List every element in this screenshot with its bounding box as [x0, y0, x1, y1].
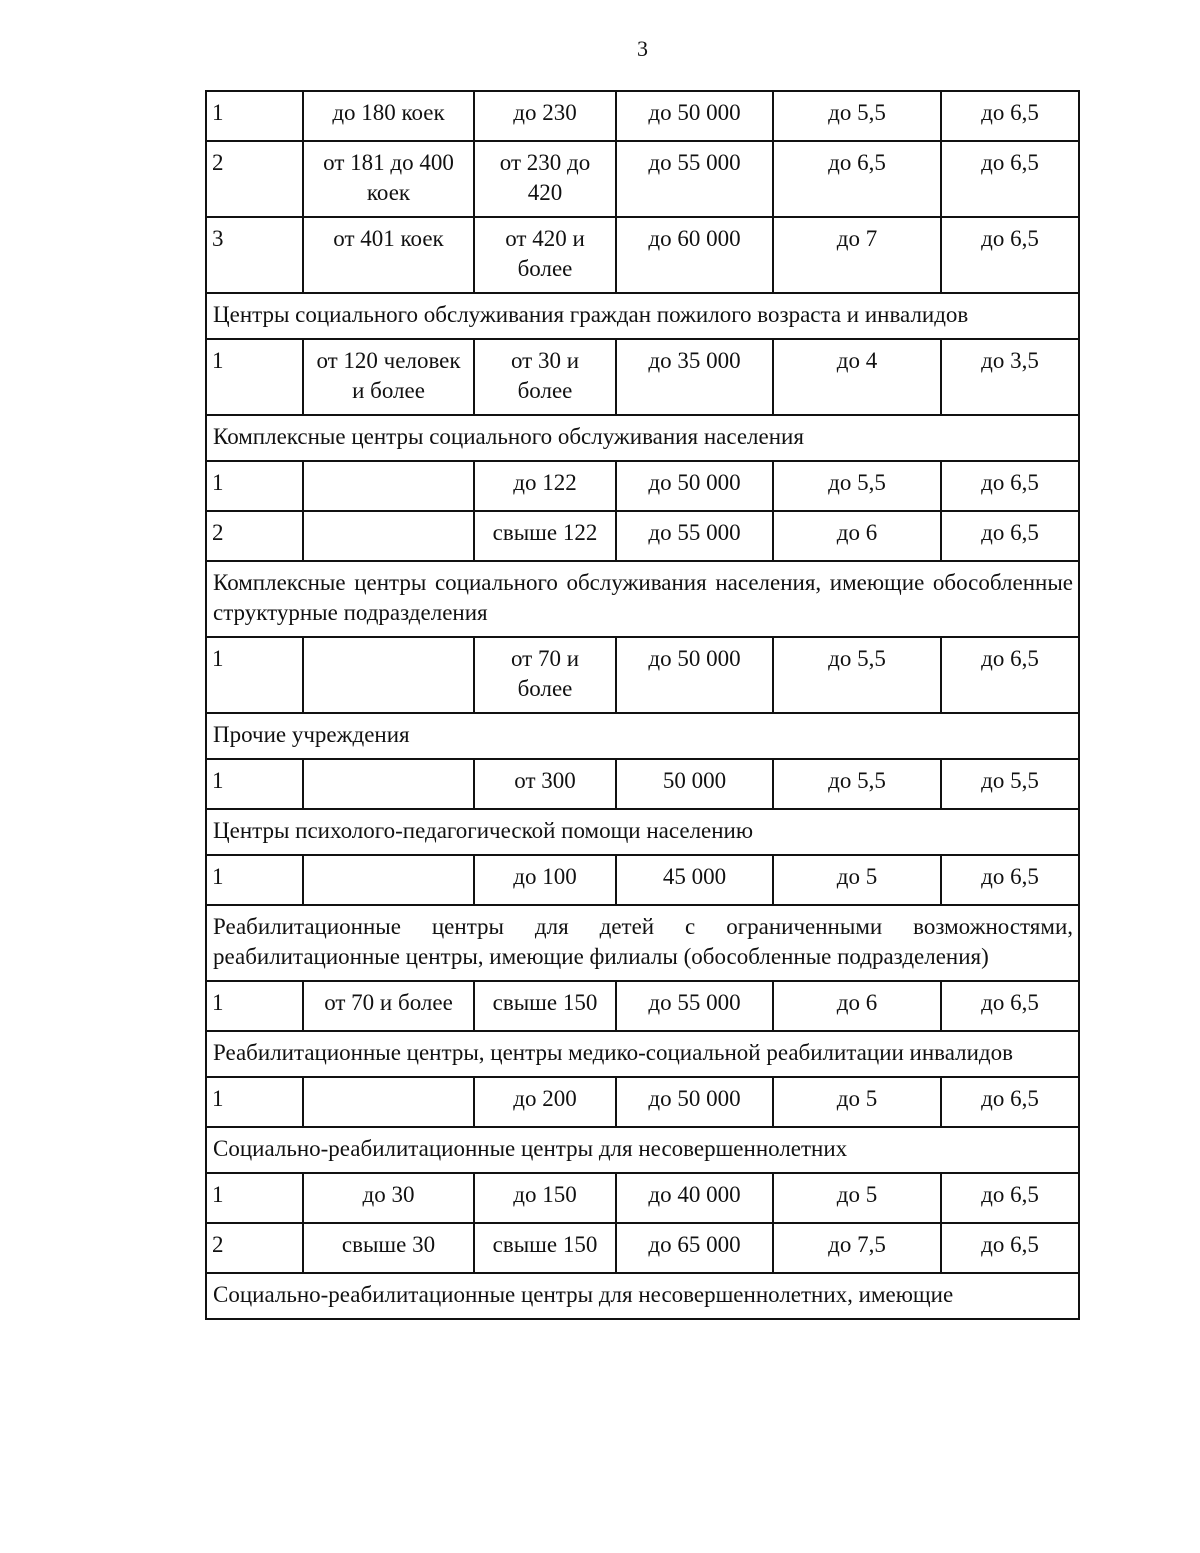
ratio-b-cell: до 6,5 — [941, 91, 1079, 141]
staff-count-cell: от 230 до 420 — [474, 141, 616, 217]
capacity-cell: от 401 коек — [303, 217, 474, 293]
section-title: Социально-реабилитационные центры для несовершеннолетних — [206, 1127, 1079, 1173]
table-body — [206, 91, 1079, 1319]
ratio-a-cell: до 5 — [773, 1077, 941, 1127]
staff-count-cell: до 200 — [474, 1077, 616, 1127]
row-number-cell: 3 — [206, 217, 303, 293]
table-row — [206, 1077, 1079, 1127]
ratio-a-cell: до 5,5 — [773, 461, 941, 511]
row-number-cell: 2 — [206, 1223, 303, 1273]
section-header-row — [206, 905, 1079, 981]
staff-count-cell: свыше 150 — [474, 1223, 616, 1273]
ratio-a-cell: до 7 — [773, 217, 941, 293]
table-row — [206, 1173, 1079, 1223]
row-number-cell: 2 — [206, 511, 303, 561]
salary-cell: до 35 000 — [616, 339, 773, 415]
row-number-cell: 1 — [206, 1077, 303, 1127]
row-number-cell: 1 — [206, 981, 303, 1031]
staff-count-cell: до 230 — [474, 91, 616, 141]
row-number-cell: 1 — [206, 461, 303, 511]
salary-cell: до 55 000 — [616, 511, 773, 561]
ratio-a-cell: до 6 — [773, 981, 941, 1031]
ratio-b-cell: до 6,5 — [941, 511, 1079, 561]
section-title: Прочие учреждения — [206, 713, 1079, 759]
section-header-row — [206, 1031, 1079, 1077]
capacity-cell: от 181 до 400 коек — [303, 141, 474, 217]
ratio-a-cell: до 5 — [773, 855, 941, 905]
capacity-cell: от 70 и более — [303, 981, 474, 1031]
ratio-a-cell: до 5 — [773, 1173, 941, 1223]
salary-cell: до 55 000 — [616, 141, 773, 217]
ratio-b-cell: до 6,5 — [941, 855, 1079, 905]
capacity-cell: от 120 человек и более — [303, 339, 474, 415]
table-row — [206, 759, 1079, 809]
ratio-b-cell: до 5,5 — [941, 759, 1079, 809]
table-row — [206, 217, 1079, 293]
ratio-b-cell: до 3,5 — [941, 339, 1079, 415]
section-header-row — [206, 1127, 1079, 1173]
section-title: Центры социального обслуживания граждан пожилого возраста и инвалидов — [206, 293, 1079, 339]
section-title: Комплексные центры социального обслуживания населения — [206, 415, 1079, 461]
section-header-row — [206, 1273, 1079, 1319]
capacity-cell: до 180 коек — [303, 91, 474, 141]
row-number-cell: 1 — [206, 759, 303, 809]
page-number: 3 — [637, 36, 648, 61]
table-row — [206, 511, 1079, 561]
ratio-b-cell: до 6,5 — [941, 217, 1079, 293]
ratio-b-cell: до 6,5 — [941, 1173, 1079, 1223]
capacity-cell — [303, 511, 474, 561]
row-number-cell: 1 — [206, 339, 303, 415]
staff-count-cell: свыше 122 — [474, 511, 616, 561]
section-header-row — [206, 561, 1079, 637]
section-title: Реабилитационные центры, центры медико-социальной реабилитации инвалидов — [206, 1031, 1079, 1077]
capacity-cell — [303, 637, 474, 713]
staff-count-cell: до 150 — [474, 1173, 616, 1223]
row-number-cell: 1 — [206, 637, 303, 713]
table-row — [206, 1223, 1079, 1273]
salary-cell: до 65 000 — [616, 1223, 773, 1273]
row-number-cell: 2 — [206, 141, 303, 217]
section-header-row — [206, 293, 1079, 339]
table-row — [206, 339, 1079, 415]
salary-cell: до 50 000 — [616, 637, 773, 713]
row-number-cell: 1 — [206, 91, 303, 141]
row-number-cell: 1 — [206, 855, 303, 905]
staffing-table — [205, 90, 1080, 1320]
ratio-a-cell: до 4 — [773, 339, 941, 415]
ratio-b-cell: до 6,5 — [941, 1223, 1079, 1273]
salary-cell: 50 000 — [616, 759, 773, 809]
ratio-a-cell: до 5,5 — [773, 91, 941, 141]
staff-count-cell: от 70 и более — [474, 637, 616, 713]
salary-cell: до 50 000 — [616, 1077, 773, 1127]
capacity-cell — [303, 855, 474, 905]
staff-count-cell: от 300 — [474, 759, 616, 809]
ratio-a-cell: до 6,5 — [773, 141, 941, 217]
staff-count-cell: свыше 150 — [474, 981, 616, 1031]
section-title: Реабилитационные центры для детей с ограниченными возможностями, реабилитационные центры, имеющие филиалы (обособленные подразделения) — [206, 905, 1079, 981]
salary-cell: до 40 000 — [616, 1173, 773, 1223]
table-row — [206, 461, 1079, 511]
capacity-cell — [303, 461, 474, 511]
section-header-row — [206, 415, 1079, 461]
ratio-b-cell: до 6,5 — [941, 461, 1079, 511]
salary-cell: до 50 000 — [616, 91, 773, 141]
staff-count-cell: до 122 — [474, 461, 616, 511]
section-title: Комплексные центры социального обслуживания населения, имеющие обособленные структурные подразделения — [206, 561, 1079, 637]
table-row — [206, 141, 1079, 217]
table-row — [206, 981, 1079, 1031]
ratio-a-cell: до 5,5 — [773, 759, 941, 809]
ratio-a-cell: до 5,5 — [773, 637, 941, 713]
staff-count-cell: от 420 и более — [474, 217, 616, 293]
ratio-b-cell: до 6,5 — [941, 1077, 1079, 1127]
capacity-cell: до 30 — [303, 1173, 474, 1223]
ratio-b-cell: до 6,5 — [941, 981, 1079, 1031]
capacity-cell — [303, 759, 474, 809]
salary-cell: до 55 000 — [616, 981, 773, 1031]
capacity-cell: свыше 30 — [303, 1223, 474, 1273]
salary-cell: до 50 000 — [616, 461, 773, 511]
section-title: Социально-реабилитационные центры для несовершеннолетних, имеющие — [206, 1273, 1079, 1319]
ratio-b-cell: до 6,5 — [941, 637, 1079, 713]
ratio-a-cell: до 7,5 — [773, 1223, 941, 1273]
salary-cell: до 60 000 — [616, 217, 773, 293]
section-title: Центры психолого-педагогической помощи населению — [206, 809, 1079, 855]
salary-cell: 45 000 — [616, 855, 773, 905]
table-row — [206, 855, 1079, 905]
ratio-a-cell: до 6 — [773, 511, 941, 561]
table-row — [206, 91, 1079, 141]
staff-count-cell: до 100 — [474, 855, 616, 905]
table-row — [206, 637, 1079, 713]
row-number-cell: 1 — [206, 1173, 303, 1223]
ratio-b-cell: до 6,5 — [941, 141, 1079, 217]
section-header-row — [206, 713, 1079, 759]
capacity-cell — [303, 1077, 474, 1127]
section-header-row — [206, 809, 1079, 855]
staff-count-cell: от 30 и более — [474, 339, 616, 415]
